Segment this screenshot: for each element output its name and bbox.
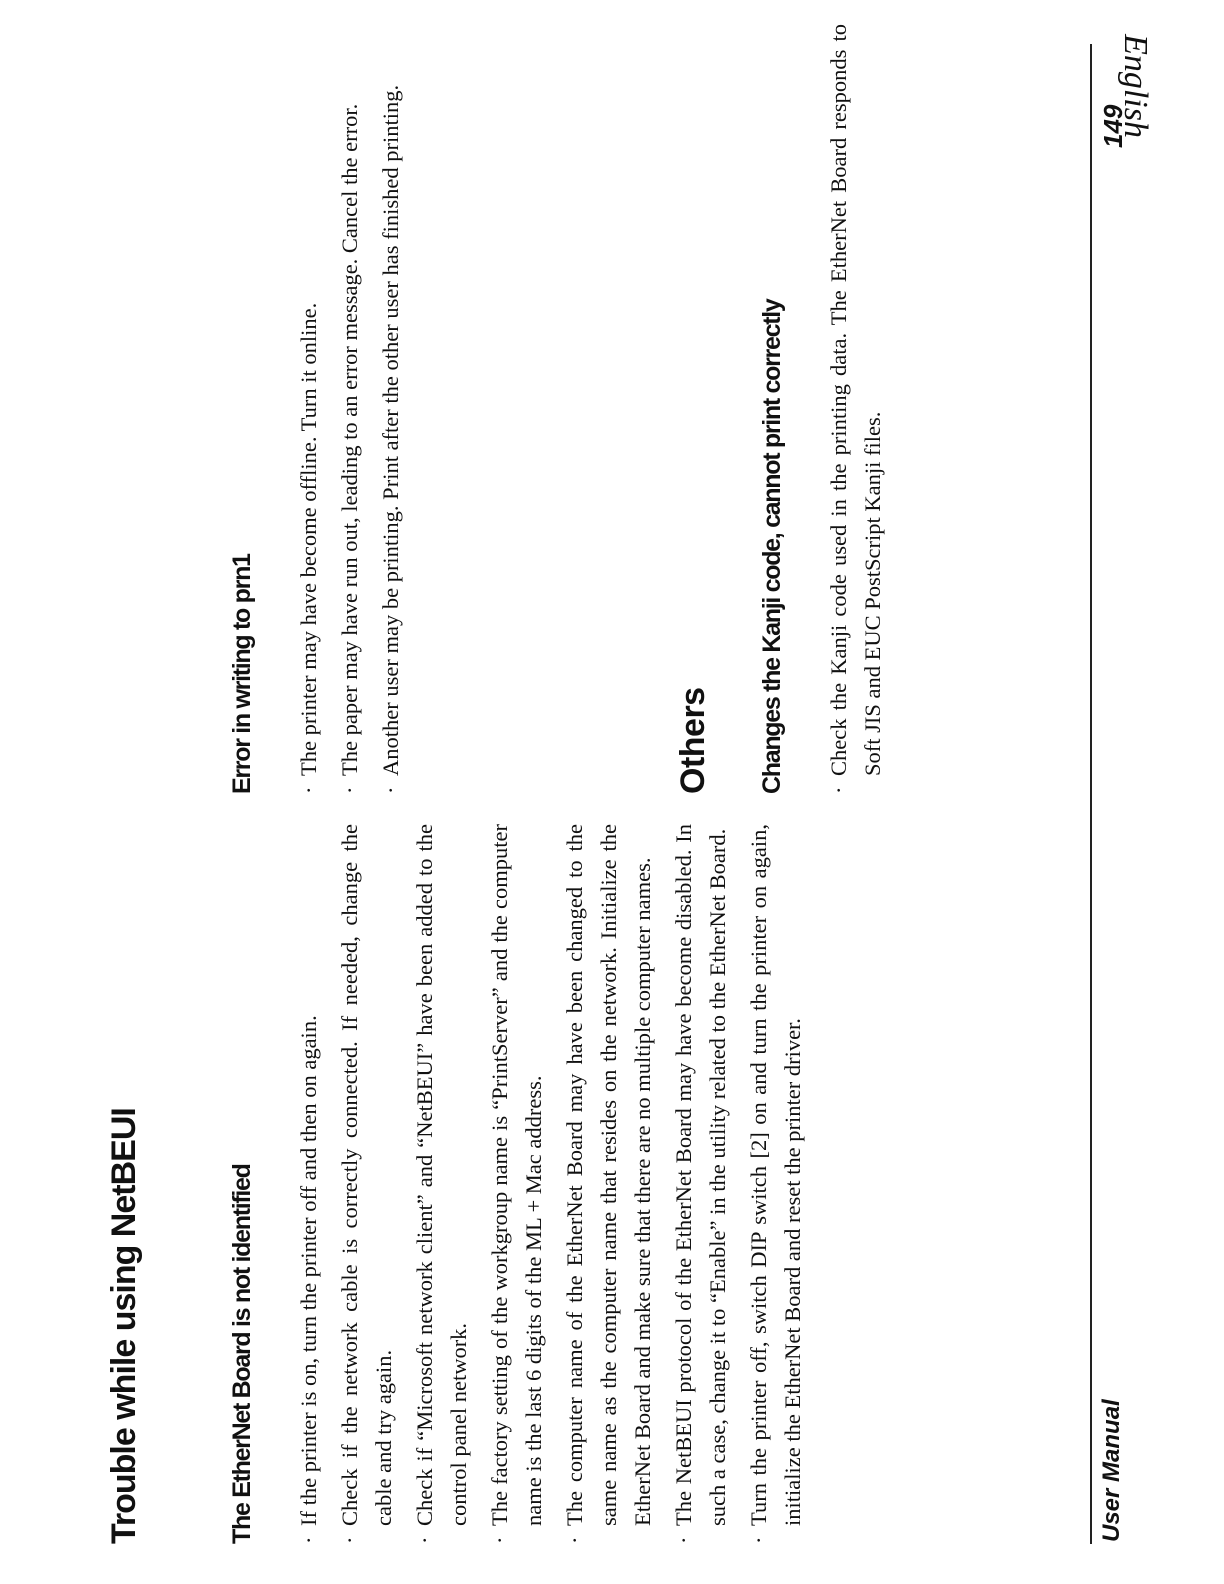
bullet: · xyxy=(746,1536,771,1544)
list-item xyxy=(822,24,890,794)
section-heading-kanji: Changes the Kanji code, cannot print correctly xyxy=(758,299,786,794)
bullet: · xyxy=(671,1536,696,1544)
bullet: · xyxy=(826,786,851,794)
page-number: 149 xyxy=(1098,104,1128,148)
bullet: · xyxy=(337,786,362,794)
list-item xyxy=(333,824,401,1544)
list-item-text: The paper may have run out, leading to an error message. Cancel the error. xyxy=(337,103,362,776)
list-item xyxy=(292,824,326,1544)
footer-manual-label: User Manual xyxy=(1098,1399,1125,1542)
left-column-list xyxy=(292,824,817,1544)
list-item-text: Turn the printer off, switch DIP switch [2] on and turn the printer on again, initialize the EtherNet Board and reset the printer driver. xyxy=(746,824,805,1526)
section-heading-others: Others xyxy=(674,687,712,794)
list-item xyxy=(374,24,408,794)
list-item-text: The NetBEUI protocol of the EtherNet Board may have become disabled. In such a case, change it to “Enable” in the utility related to the EtherNet Board. xyxy=(671,824,730,1526)
list-item-text: The computer name of the EtherNet Board may have been changed to the same name as the computer name that resides on the network. Initialize the EtherNet Board and make sure that there are no multiple computer names. xyxy=(562,824,655,1526)
bullet: · xyxy=(562,1536,587,1544)
list-item-text: The factory setting of the workgroup name is “PrintServer” and the computer name is the last 6 digits of the ML + Mac address. xyxy=(487,824,546,1526)
right-column-list xyxy=(292,24,415,794)
bullet: · xyxy=(378,786,403,794)
bullet: · xyxy=(296,786,321,794)
list-item-text: If the printer is on, turn the printer off and then on again. xyxy=(296,1015,321,1526)
list-item-text: The printer may have become offline. Turn it online. xyxy=(296,302,321,776)
list-item-text: Another user may be printing. Print after the other user has finished printing. xyxy=(378,84,403,776)
bullet: · xyxy=(337,1536,362,1544)
kanji-list xyxy=(822,24,897,794)
bullet: · xyxy=(487,1536,512,1544)
footer-rule xyxy=(1090,44,1092,1544)
section-heading-etherNet-not-identified: The EtherNet Board is not identified xyxy=(228,1164,256,1544)
list-item xyxy=(333,24,367,794)
list-item xyxy=(408,824,476,1544)
page-title: Trouble while using NetBEUI xyxy=(105,1108,143,1544)
bullet: · xyxy=(296,1536,321,1544)
list-item xyxy=(292,24,326,794)
list-item xyxy=(558,824,660,1544)
list-item-text: Check the Kanji code used in the printing data. The EtherNet Board responds to Soft JIS and EUC PostScript Kanji files. xyxy=(826,24,885,776)
bullet: · xyxy=(412,1536,437,1544)
language-tag: English xyxy=(1117,34,1154,138)
list-item-text: Check if “Microsoft network client” and “NetBEUI” have been added to the control panel network. xyxy=(412,824,471,1526)
list-item xyxy=(742,824,810,1544)
list-item-text: Check if the network cable is correctly connected. If needed, change the cable and try again. xyxy=(337,824,396,1526)
section-heading-error-writing: Error in writing to prn1 xyxy=(228,554,256,794)
list-item xyxy=(483,824,551,1544)
list-item xyxy=(667,824,735,1544)
